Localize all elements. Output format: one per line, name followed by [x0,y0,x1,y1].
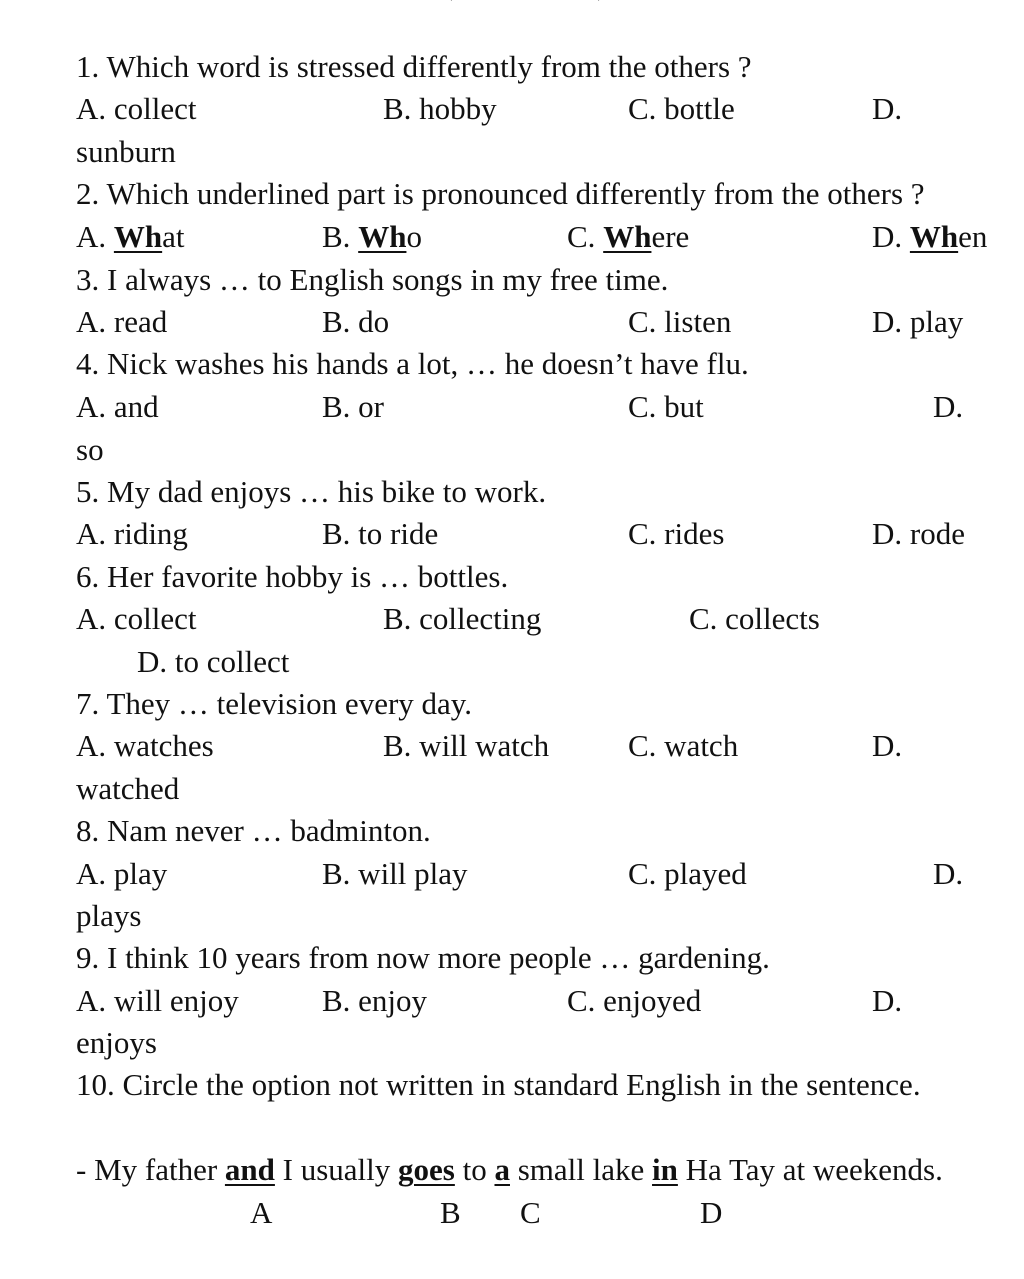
question-6 [76,559,508,595]
question-number: 2. [76,176,100,211]
underlined-part: Wh [909,219,959,254]
option-a: A. play [76,856,168,891]
option-c: C. played [628,856,747,891]
sentence-segment: Ha Tay at weekends. [677,1152,943,1187]
sentence-segment: I usually [274,1152,399,1187]
option-b: B. hobby [383,91,497,126]
option-c: C. bottle [628,91,735,126]
option-letter: B. [322,219,359,254]
question-text: My dad enjoys … his bike to work. [107,474,547,509]
question-text: Her favorite hobby is … bottles. [107,559,509,594]
option-c: C. enjoyed [567,983,702,1018]
question-1 [76,49,752,85]
question-7 [76,686,472,722]
option-d: D. play [872,304,964,339]
option-d: D. rode [872,516,965,551]
question-5 [76,474,546,510]
question-number: 9. [76,940,100,975]
question-text: Circle the option not written in standard English in the sentence. [122,1067,921,1102]
option-d [872,219,987,255]
option-d: D. [872,91,903,126]
underlined-part: Wh [358,219,407,254]
option-b: B. will play [322,856,468,891]
question-2 [76,176,925,212]
option-d-wrap: watched [76,771,180,806]
question-9 [76,940,770,976]
option-b-underlined[interactable]: goes [398,1152,455,1187]
sentence-segment: small lake [509,1152,653,1187]
option-a: A. collect [76,91,197,126]
sentence-segment: - My father [76,1152,225,1187]
question-number: 7. [76,686,100,721]
option-a: A. riding [76,516,188,551]
option-letter: C. [567,219,604,254]
option-a: A. will enjoy [76,983,239,1018]
question-3 [76,262,668,298]
option-rest: o [406,219,422,254]
question-number: 3. [76,262,100,297]
question-4 [76,346,749,382]
question-text: I always … to English songs in my free time. [107,262,669,297]
option-d-wrap: plays [76,898,142,933]
question-number: 1. [76,49,100,84]
question-8 [76,813,431,849]
question-number: 5. [76,474,100,509]
option-d: D. [933,389,964,424]
question-text: I think 10 years from now more people … gardening. [107,940,770,975]
option-c [567,219,689,255]
option-c: C. but [628,389,704,424]
option-b: B. enjoy [322,983,428,1018]
error-sentence [76,1152,943,1188]
option-a: A. watches [76,728,214,763]
option-d-wrap: so [76,432,104,467]
option-a-underlined[interactable]: and [224,1152,275,1187]
label-a: A [250,1195,273,1230]
option-d: D. [933,856,964,891]
label-d: D [700,1195,723,1230]
question-number: 4. [76,346,100,381]
option-a: A. collect [76,601,197,636]
option-c: C. watch [628,728,739,763]
option-rest: en [958,219,988,254]
underlined-part: Wh [603,219,652,254]
option-letter: D. [872,219,910,254]
option-a: A. read [76,304,168,339]
underlined-part: Wh [113,219,163,254]
option-rest: at [162,219,185,254]
question-number: 6. [76,559,100,594]
question-text: Nick washes his hands a lot, … he doesn’t have flu. [107,346,749,381]
option-a: A. and [76,389,159,424]
option-b: B. or [322,389,384,424]
question-number: 10. [76,1067,115,1102]
option-b: B. to ride [322,516,439,551]
option-c: C. listen [628,304,732,339]
question-text: Which underlined part is pronounced differently from the others ? [106,176,925,211]
option-b [322,219,422,255]
option-d: D. [872,728,903,763]
option-d-underlined[interactable]: in [652,1152,678,1187]
option-b: B. will watch [383,728,550,763]
cropped-header-fragment [440,0,610,6]
label-c: C [520,1195,541,1230]
label-b: B [440,1195,461,1230]
question-number: 8. [76,813,100,848]
option-d-wrap: enjoys [76,1025,157,1060]
question-text: Nam never … badminton. [107,813,431,848]
option-d-wrap: D. to collect [137,644,290,679]
question-10 [76,1067,921,1103]
option-b: B. collecting [383,601,542,636]
option-a [76,219,185,255]
option-rest: ere [651,219,690,254]
option-c: C. collects [689,601,820,636]
sentence-segment: to [454,1152,495,1187]
question-text: They … television every day. [106,686,473,721]
question-text: Which word is stressed differently from the others ? [106,49,752,84]
option-b: B. do [322,304,390,339]
option-d-wrap: sunburn [76,134,176,169]
option-c-underlined[interactable]: a [494,1152,510,1187]
option-letter: A. [76,219,114,254]
option-d: D. [872,983,903,1018]
option-c: C. rides [628,516,725,551]
